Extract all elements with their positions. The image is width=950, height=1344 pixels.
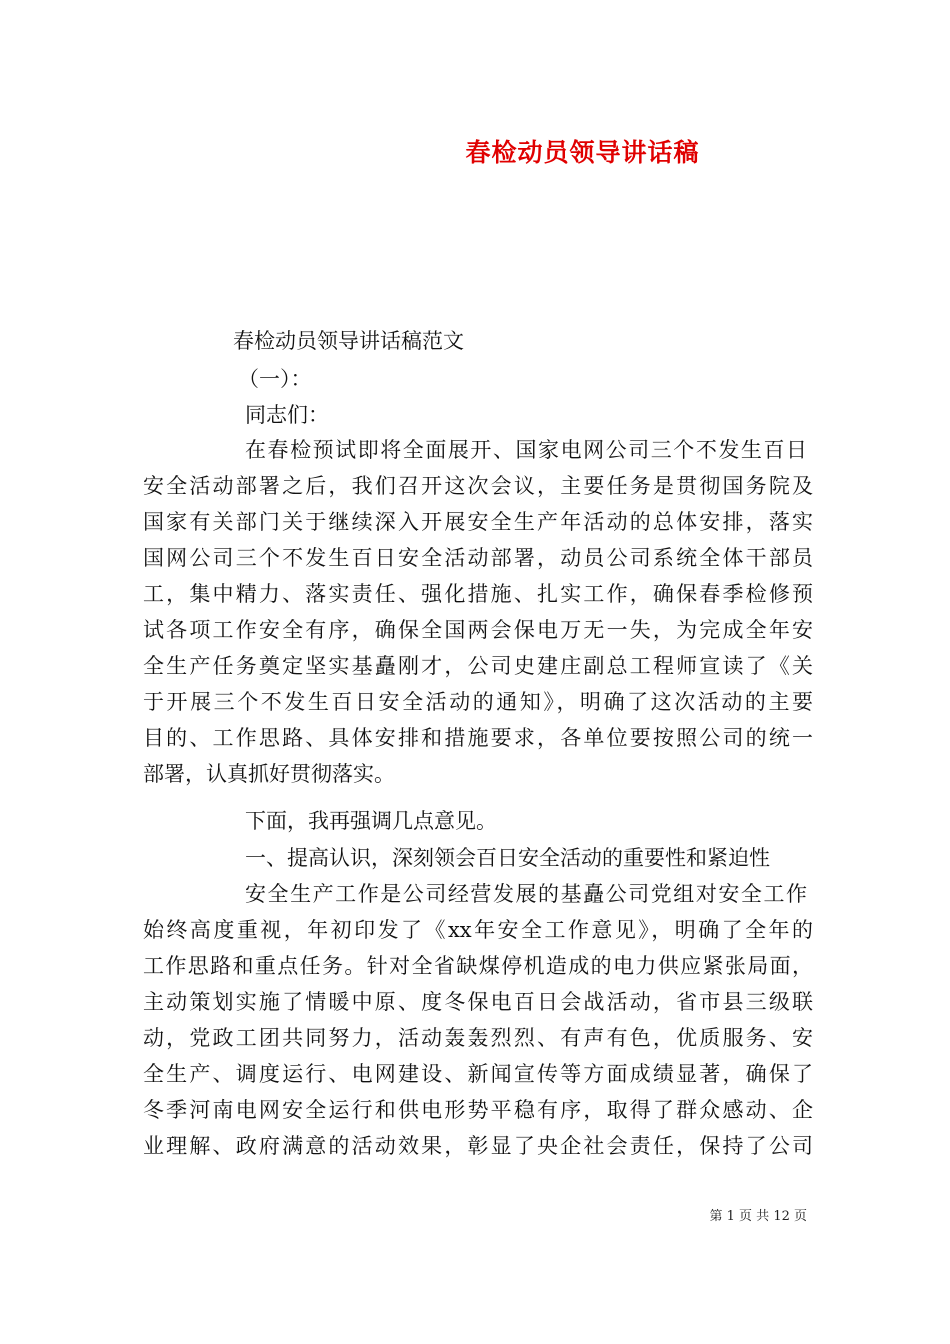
paragraph-line: 工，集中精力、落实责任、强化措施、扎实工作，确保春季检修预 (143, 582, 813, 606)
subtitle: 春检动员领导讲话稿范文 (233, 329, 464, 353)
paragraph-line: 业理解、政府满意的活动效果，彰显了央企社会责任，保持了公司 (143, 1134, 813, 1158)
salutation: 同志们： (245, 403, 329, 427)
document-title: 春检动员领导讲话稿 (465, 138, 700, 167)
paragraph-line: 全生产、调度运行、电网建设、新闻宣传等方面成绩显著，确保了 (143, 1062, 813, 1086)
paragraph-line: 于开展三个不发生百日安全活动的通知》，明确了这次活动的主要 (143, 690, 813, 714)
paragraph-line: 目的、工作思路、具体安排和措施要求，各单位要按照公司的统一 (143, 726, 813, 750)
paragraph-line: 始终高度重视，年初印发了《xx年安全工作意见》，明确了全年的 (143, 918, 813, 942)
paragraph-line: 部署，认真抓好贯彻落实。 (143, 762, 395, 786)
paragraph-line: 国网公司三个不发生百日安全活动部署，动员公司系统全体干部员 (143, 546, 813, 570)
paragraph-line: 在春检预试即将全面展开、国家电网公司三个不发生百日 (245, 438, 807, 462)
page-footer: 第 1 页 共 12 页 (709, 1209, 807, 1224)
paragraph-line: 冬季河南电网安全运行和供电形势平稳有序，取得了群众感动、企 (143, 1098, 813, 1122)
paragraph-line: 动，党政工团共同努力，活动轰轰烈烈、有声有色，优质服务、安 (143, 1026, 813, 1050)
section-heading: 一、提高认识，深刻领会百日安全活动的重要性和紧迫性 (245, 846, 770, 870)
paragraph-line: 主动策划实施了情暖中原、度冬保电百日会战活动，省市县三级联 (143, 990, 813, 1014)
paragraph-line: 国家有关部门关于继续深入开展安全生产年活动的总体安排，落实 (143, 510, 813, 534)
paragraph-line: 全生产任务奠定坚实基矗刚才，公司史建庄副总工程师宣读了《关 (143, 654, 813, 678)
paragraph-line: 工作思路和重点任务。针对全省缺煤停机造成的电力供应紧张局面， (143, 954, 813, 978)
paragraph-line: 安全生产工作是公司经营发展的基矗公司党组对安全工作 (245, 882, 807, 906)
paragraph-line: 下面，我再强调几点意见。 (245, 809, 497, 833)
paragraph-line: 试各项工作安全有序，确保全国两会保电万无一失，为完成全年安 (143, 618, 813, 642)
section-label: （一）： (238, 367, 312, 391)
paragraph-line: 安全活动部署之后，我们召开这次会议，主要任务是贯彻国务院及 (143, 474, 813, 498)
